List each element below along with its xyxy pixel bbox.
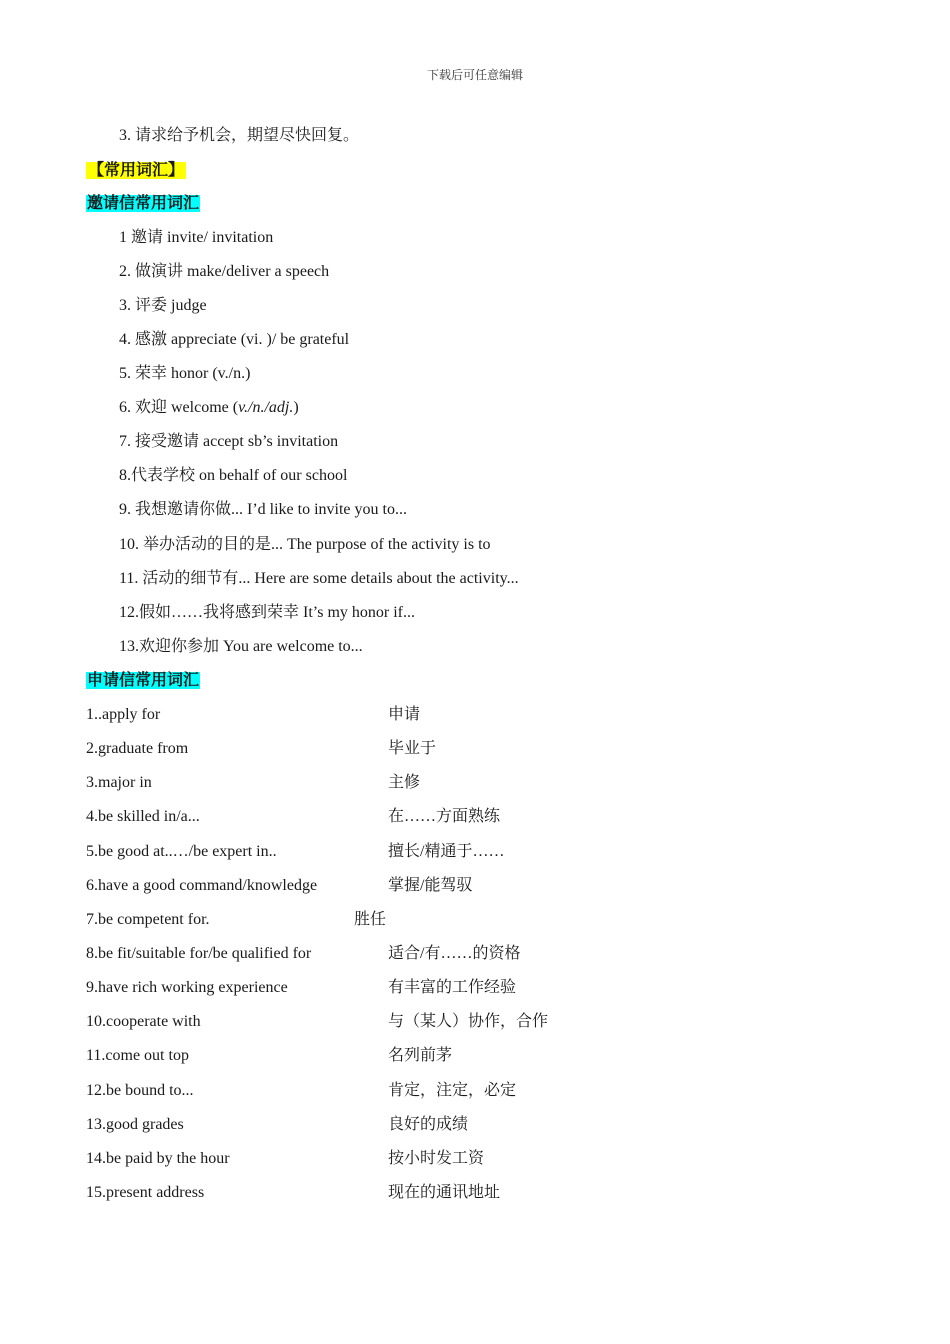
application-title	[86, 671, 200, 691]
vocab-english: 4.be skilled in/a...	[86, 808, 200, 825]
invitation-item: 9. 我想邀请你做... I’d like to invite you to...	[119, 501, 407, 518]
invitation-title-highlight: 邀请信常用词汇	[87, 195, 200, 212]
vocab-english: 9.have rich working experience	[86, 979, 288, 996]
invitation-item: 2. 做演讲 make/deliver a speech	[119, 263, 330, 280]
invitation-item: 11. 活动的细节有... Here are some details about the activity...	[119, 570, 519, 587]
invitation-item: 8.代表学校 on behalf of our school	[119, 467, 348, 484]
section-title	[86, 161, 186, 181]
vocab-english: 12.be bound to...	[86, 1082, 194, 1099]
section-title-highlight: 【常用词汇】	[88, 162, 185, 179]
vocab-chinese: 掌握/能驾驭	[388, 877, 473, 894]
invitation-item: 12.假如……我将感到荣幸 It’s my honor if...	[119, 604, 415, 621]
vocab-english: 10.cooperate with	[86, 1013, 201, 1030]
vocab-chinese: 肯定，注定，必定	[388, 1082, 517, 1099]
page-header: 下载后可任意编辑	[426, 68, 523, 82]
vocab-english: 5.be good at..…/be expert in..	[86, 843, 277, 860]
vocab-english: 2.graduate from	[86, 740, 189, 757]
vocab-chinese: 良好的成绩	[388, 1116, 469, 1133]
vocab-chinese: 按小时发工资	[388, 1150, 485, 1167]
vocab-english: 6.have a good command/knowledge	[86, 877, 318, 894]
vocab-english: 14.be paid by the hour	[86, 1150, 230, 1167]
intro-line: 3. 请求给予机会，期望尽快回复。	[119, 127, 360, 144]
application-title-highlight: 申请信常用词汇	[87, 672, 200, 689]
vocab-chinese: 适合/有……的资格	[388, 945, 521, 962]
vocab-chinese: 有丰富的工作经验	[388, 979, 517, 996]
vocab-english: 15.present address	[86, 1184, 205, 1201]
invitation-item: 6. 欢迎 welcome (v./n./adj.)	[119, 399, 299, 416]
vocab-chinese: 在……方面熟练	[388, 808, 501, 825]
vocab-chinese: 擅长/精通于……	[388, 843, 505, 860]
invitation-item: 10. 举办活动的目的是... The purpose of the activity is to	[119, 536, 491, 553]
vocab-english: 1..apply for	[86, 706, 161, 723]
vocab-english: 7.be competent for.	[86, 911, 210, 928]
vocab-chinese: 毕业于	[388, 740, 437, 757]
invitation-item: 13.欢迎你参加 You are welcome to...	[119, 638, 363, 655]
invitation-item: 4. 感激 appreciate (vi. )/ be grateful	[119, 331, 350, 348]
vocab-chinese: 申请	[388, 706, 421, 723]
invitation-item: 7. 接受邀请 accept sb’s invitation	[119, 433, 339, 450]
vocab-chinese: 名列前茅	[388, 1047, 453, 1064]
vocab-chinese: 现在的通讯地址	[388, 1184, 501, 1201]
vocab-english: 13.good grades	[86, 1116, 184, 1133]
vocab-chinese: 与（某人）协作，合作	[388, 1013, 549, 1030]
vocab-english: 11.come out top	[86, 1047, 189, 1064]
vocab-chinese: 主修	[388, 774, 421, 791]
invitation-title	[86, 194, 200, 214]
invitation-item: 3. 评委 judge	[119, 297, 207, 314]
invitation-item: 5. 荣幸 honor (v./n.)	[119, 365, 251, 382]
vocab-english: 3.major in	[86, 774, 152, 791]
vocab-english: 8.be fit/suitable for/be qualified for	[86, 945, 312, 962]
invitation-item: 1 邀请 invite/ invitation	[119, 229, 274, 246]
vocab-chinese: 胜任	[354, 911, 387, 928]
